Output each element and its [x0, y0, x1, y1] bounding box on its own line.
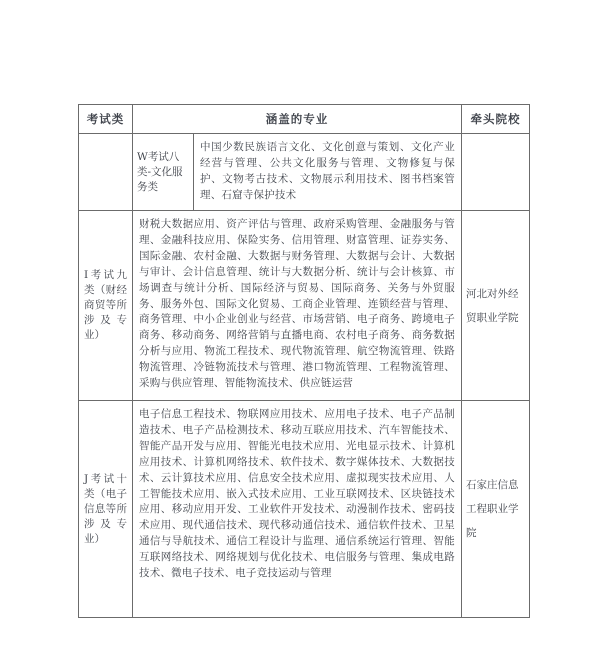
cell-category-10-exam-category: J考试十类（电子信息等所涉及专业） — [79, 401, 133, 618]
cell-category-9-majors: 财税大数据应用、资产评估与管理、政府采购管理、金融服务与管理、金融科技应用、保险实务、信用管理、财富管理、证券实务、国际金融、农村金融、大数据与财务管理、大数据与会计、大数据与审计、会计信息管理、统计与大数据分析、统计与会计核算、市场调查与统计分析、国际经济与贸易、国际商务、关务与外贸服务、服务外包、国际文化贸易、工商企业管理、连锁经营与管理、商务管理、中小企业创业与经营、市场营销、电子商务、跨境电子商务、移动商务、网络营销与直播电商、农村电子商务、商务数据分析与应用、物流工程技术、现代物流管理、航空物流管理、铁路物流管理、冷链物流技术与管理、港口物流管理、工程物流管理、采购与供应管理、智能物流技术、供应链运营 — [133, 211, 462, 401]
cell-category-8-college — [462, 134, 530, 211]
cell-category-10-majors: 电子信息工程技术、物联网应用技术、应用电子技术、电子产品制造技术、电子产品检测技术、移动互联应用技术、汽车智能技术、智能产品开发与应用、智能光电技术应用、光电显示技术、计算机应用技术、计算机网络技术、软件技术、数字媒体技术、大数据技术、云计算技术应用、信息安全技术应用、虚拟现实技术应用、人工智能技术应用、嵌入式技术应用、工业互联网技术、区块链技术应用、移动应用开发、工业软件开发技术、动漫制作技术、密码技术应用、现代通信技术、现代移动通信技术、通信软件技术、卫星通信与导航技术、通信工程设计与监理、通信系统运行管理、智能互联网络技术、网络规划与优化技术、电信服务与管理、集成电路技术、微电子技术、电子竞技运动与管理 — [133, 401, 462, 618]
header-exam-category: 考试类 — [79, 105, 133, 134]
cell-category-8-sub-label: W考试八类-文化服务类 — [133, 134, 194, 211]
table-row-category-9 — [79, 211, 530, 401]
cell-category-8-majors: 中国少数民族语言文化、文化创意与策划、文化产业经营与管理、公共文化服务与管理、文物修复与保护、文物考古技术、文物展示利用技术、图书档案管理、石窟寺保护技术 — [194, 134, 462, 211]
header-covered-majors: 涵盖的专业 — [133, 105, 462, 134]
cell-category-10-college: 石家庄信息工程职业学院 — [462, 401, 530, 618]
header-lead-college: 牵头院校 — [462, 105, 530, 134]
table-header-row — [79, 105, 530, 134]
cell-category-9-college: 河北对外经贸职业学院 — [462, 211, 530, 401]
cell-category-9-exam-category: I考试九类（财经商贸等所涉及专业） — [79, 211, 133, 401]
exam-categories-table — [78, 104, 530, 618]
cell-category-8-exam-category — [79, 134, 133, 211]
table-row-category-8 — [79, 134, 530, 211]
table-row-category-10 — [79, 401, 530, 618]
